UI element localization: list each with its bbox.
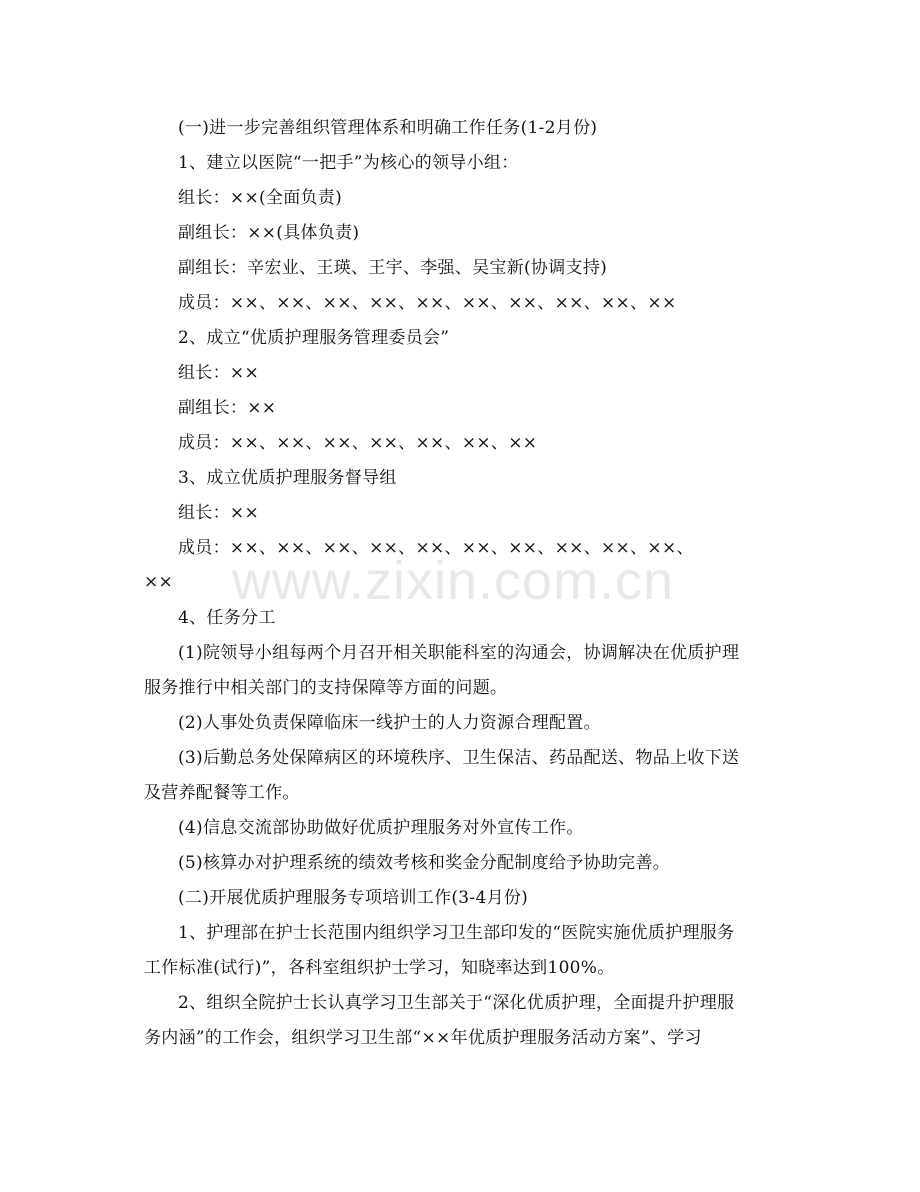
- text-line: 及营养配餐等工作。: [144, 783, 300, 803]
- subsection-heading-1: 1、建立以医院“一把手”为核心的领导小组：: [178, 153, 519, 173]
- text-line: (2)人事处负责保障临床一线护士的人力资源合理配置。: [178, 713, 601, 733]
- text-line: 1、护理部在护士长范围内组织学习卫生部印发的“医院实施优质护理服务: [178, 923, 735, 943]
- subsection-heading-3: 3、成立优质护理服务督导组: [178, 468, 397, 488]
- text-line: 工作标准(试行)”，各科室组织护士学习，知晓率达到100%。: [144, 958, 615, 978]
- text-line: 服务推行中相关部门的支持保障等方面的问题。: [144, 678, 508, 698]
- section-heading-1: (一)进一步完善组织管理体系和明确工作任务(1-2月份): [178, 118, 598, 138]
- text-line: 副组长：××: [178, 398, 277, 418]
- text-line: (4)信息交流部协助做好优质护理服务对外宣传工作。: [178, 818, 584, 838]
- text-line: (3)后勤总务处保障病区的环境秩序、卫生保洁、药品配送、物品上收下送: [178, 748, 740, 768]
- text-line: 组长：××: [178, 503, 259, 523]
- text-line: 副组长：××(具体负责): [178, 223, 360, 243]
- text-line: 2、组织全院护士长认真学习卫生部关于“深化优质护理，全面提升护理服: [178, 993, 735, 1013]
- text-line: 副组长：辛宏业、王瑛、王宇、李强、吴宝新(协调支持): [178, 258, 608, 278]
- text-line: 务内涵”的工作会，组织学习卫生部“××年优质护理服务活动方案”、学习: [144, 1028, 702, 1048]
- text-line: ××: [144, 572, 174, 592]
- text-line: 组长：××(全面负责): [178, 188, 343, 208]
- text-line: 成员：××、××、××、××、××、××、××、××、××、××、: [178, 538, 694, 558]
- subsection-heading-2: 2、成立“优质护理服务管理委员会”: [178, 328, 450, 348]
- text-line: 成员：××、××、××、××、××、××、××、××、××、××: [178, 293, 677, 313]
- text-line: (5)核算办对护理系统的绩效考核和奖金分配制度给予协助完善。: [178, 853, 671, 873]
- watermark: www.zixin.com.cn: [232, 551, 675, 611]
- text-line: 成员：××、××、××、××、××、××、××: [178, 433, 538, 453]
- text-line: (1)院领导小组每两个月召开相关职能科室的沟通会，协调解决在优质护理: [178, 643, 740, 663]
- text-line: 组长：××: [178, 363, 259, 383]
- subsection-heading-4: 4、任务分工: [178, 608, 276, 628]
- section-heading-2: (二)开展优质护理服务专项培训工作(3-4月份): [178, 888, 529, 908]
